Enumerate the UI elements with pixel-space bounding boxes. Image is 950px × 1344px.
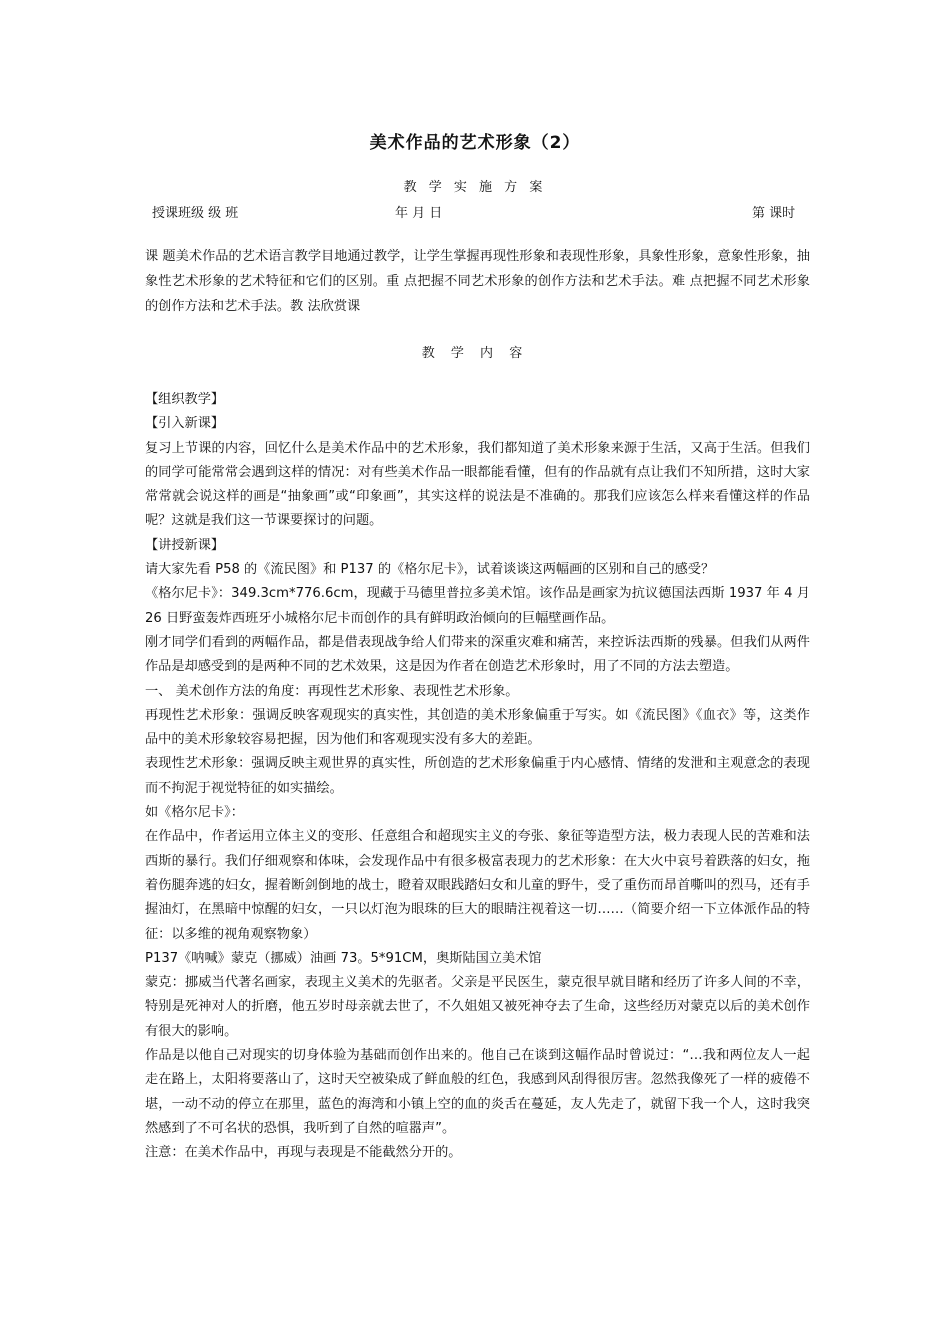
- paragraph: 【引入新课】: [145, 416, 225, 432]
- paragraph: 注意：在美术作品中，再现与表现是不能截然分开的。: [145, 1145, 462, 1161]
- paragraph: 《格尔尼卡》：349.3cm*776.6cm，现藏于马德里普拉多美术馆。该作品是画家为抗议德国法西斯 1937 年 4 月 26 日野蛮轰炸西班牙小城格尔尼卡而创作的具有鲜明政治倾向的巨幅壁画作品。: [145, 586, 810, 626]
- paragraph: 【组织教学】: [145, 392, 225, 407]
- paragraph: 再现性艺术形象：强调反映客观现实的真实性，其创造的美术形象偏重于写实。如《流民图》《血衣》等，这类作品中的美术形象较容易把握，因为他们和客观现实没有多大的差距。: [145, 707, 810, 748]
- paragraph: 作品是以他自己对现实的切身体验为基础而创作出来的。他自己在谈到这幅作品时曾说过：“…我和两位友人一起走在路上，太阳将要落山了，这时天空被染成了鲜血般的红色，我感到风刮得很厉害。忽然我像死了一样的疲倦不堪，一动不动的停立在那里，蓝色的海湾和小镇上空的血的炎舌在蔓延，友人先走了，就留下我一个人，这时我突然感到了不可名状的恐惧，我听到了自然的喧嚣声”。: [145, 1048, 810, 1136]
- lesson-overview: 课 题美术作品的艺术语言教学目地通过教学，让学生掌握再现性形象和表现性形象，具象性形象，意象性形象，抽象性艺术形象的艺术特征和它们的区别。重 点把握不同艺术形象的创作方法和艺术手法。难 点把握不同艺术形象的创作方法和艺术手法。教 法欣赏课: [145, 249, 810, 314]
- paragraph: 在作品中，作者运用立体主义的变形、任意组合和超现实主义的夸张、象征等造型方法，极力表现人民的苦难和法西斯的暴行。我们仔细观察和体味，会发现作品中有很多极富表现力的艺术形象：在大火中哀号着跌落的妇女，拖着伤腿奔逃的妇女，握着断剑倒地的战士，瞪着双眼践踏妇女和儿童的野牛，受了重伤而昂首嘶叫的烈马，还有手握油灯，在黑暗中惊醒的妇女，一只以灯泡为眼珠的巨大的眼睛注视着这一切……（简要介绍一下立体派作品的特征：以多维的视角观察物象）: [145, 829, 810, 942]
- plan-subtitle: 教 学 实 施 方 案: [403, 180, 547, 195]
- paragraph: 如《格尔尼卡》：: [145, 805, 244, 821]
- paragraph: 蒙克：挪威当代著名画家，表现主义美术的先驱者。父亲是平民医生，蒙克很早就目睹和经历了许多人间的不幸，特别是死神对人的折磨，他五岁时母亲就去世了，不久姐姐又被死神夺去了生命，这些经历对蒙克以后的美术创作有很大的影响。: [145, 975, 810, 1039]
- paragraph: 复习上节课的内容，回忆什么是美术作品中的艺术形象，我们都知道了美术形象来源于生活，又高于生活。但我们的同学可能常常会遇到这样的情况：对有些美术作品一眼都能看懂，但有的作品就有点让我们不知所措，这时大家常常就会说这样的画是“抽象画”或“印象画”，其实这样的说法是不准确的。那我们应该怎么样来看懂这样的作品呢？这就是我们这一节课要探讨的问题。: [145, 440, 810, 529]
- paragraph: 刚才同学们看到的两幅作品，都是借表现战争给人们带来的深重灾难和痛苦，来控诉法西斯的残暴。但我们从两件作品是却感受到的是两种不同的艺术效果，这是因为作者在创造艺术形象时，用了不同的方法去塑造。: [145, 634, 810, 675]
- paragraph: P137《呐喊》蒙克（挪威）油画 73。5*91CM，奥斯陆国立美术馆: [145, 950, 542, 966]
- date-info: 年 月 日: [395, 206, 443, 221]
- paragraph: 一、 美术创作方法的角度：再现性艺术形象、表现性艺术形象。: [145, 683, 519, 699]
- lesson-content: [145, 388, 810, 1166]
- paragraph: 表现性艺术形象：强调反映主观世界的真实性，所创造的艺术形象偏重于内心感情、情绪的发泄和主观意念的表现而不拘泥于视觉特征的如实描绘。: [145, 756, 810, 796]
- content-heading: 教 学 内 容: [421, 346, 529, 361]
- paragraph: 【讲授新课】: [145, 537, 225, 553]
- document-title: 美术作品的艺术形象（2）: [369, 133, 581, 153]
- period-info: 第 课时: [752, 206, 796, 221]
- class-info: 授课班级 级 班: [152, 206, 239, 221]
- paragraph: 请大家先看 P58 的《流民图》和 P137 的《格尔尼卡》，试着谈谈这两幅画的区别和自己的感受？: [145, 562, 715, 578]
